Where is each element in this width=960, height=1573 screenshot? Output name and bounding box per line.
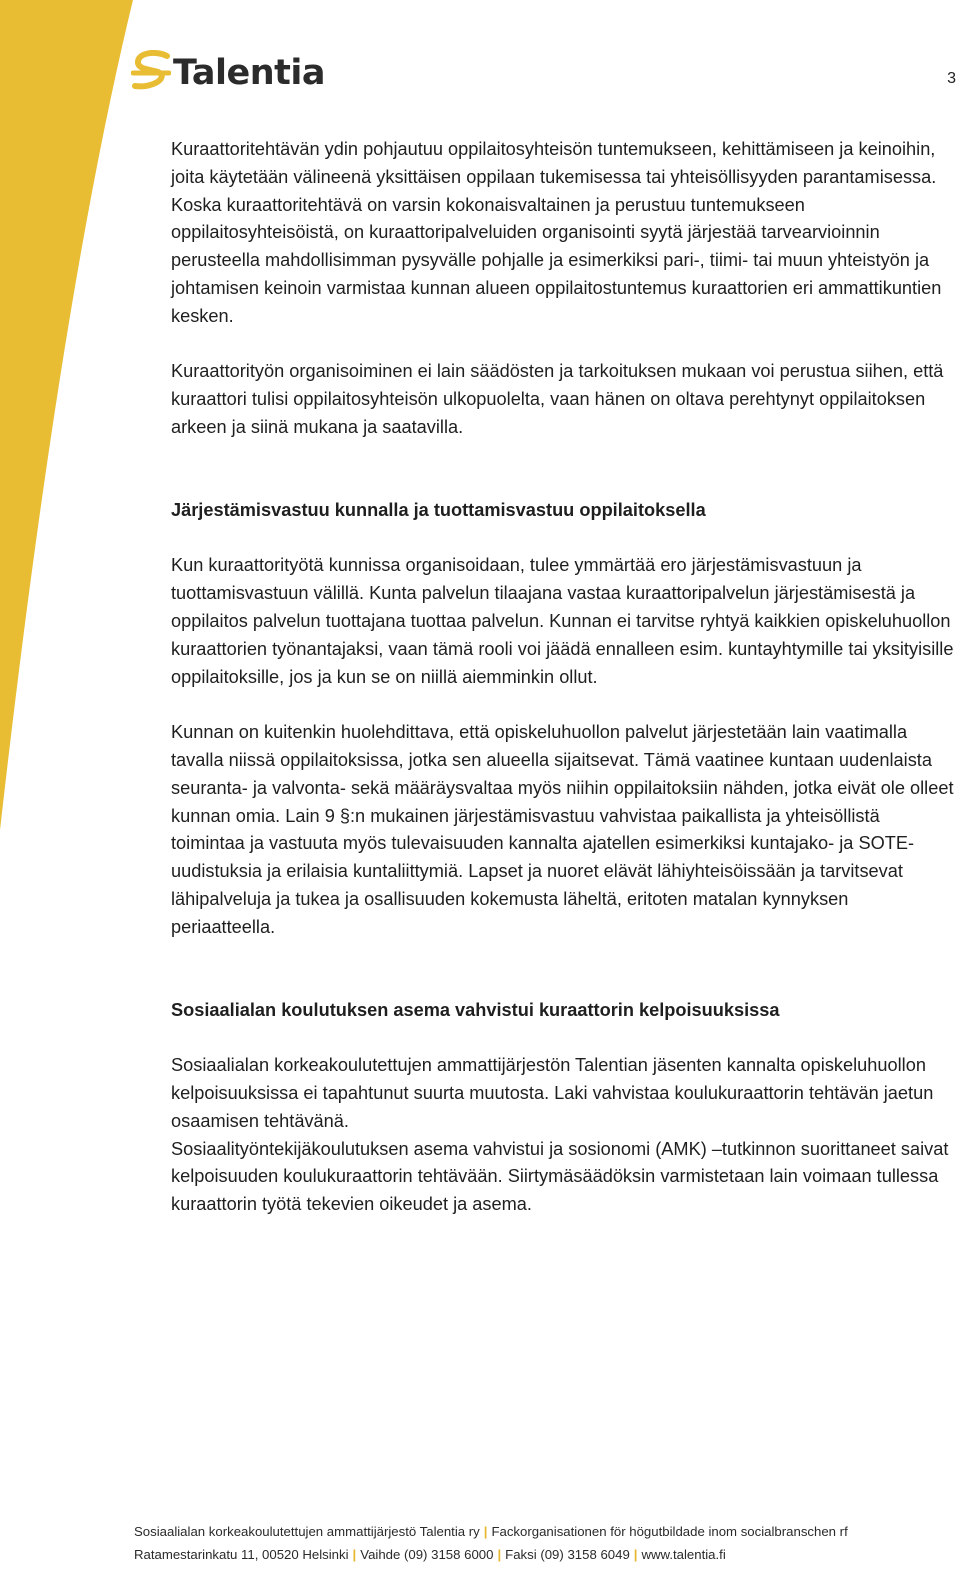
- heading-sosiaalialan-koulutus: Sosiaalialan koulutuksen asema vahvistui kuraattorin kelpoisuuksissa: [171, 999, 780, 1020]
- heading-jarjestamisvastuu: Järjestämisvastuu kunnalla ja tuottamisvastuu oppilaitoksella: [171, 499, 706, 520]
- footer-line-1: [134, 1520, 954, 1543]
- talentia-logo: [131, 48, 325, 98]
- paragraph-kuraattoritehtava: Kuraattoritehtävän ydin pohjautuu oppilaitosyhteisön tuntemukseen, kehittämiseen ja keinoihin, joita käytetään välineenä yksittäisen oppilaan tukemisessa tai yhteisöllisyyden parantamisessa. Koska kuraattoritehtävä on varsin kokonaisvaltainen ja perustuu tuntemukseen oppilaitosyhteisöistä, on kuraattoripalveluiden organisointi syytä järjestää tarvearvioinnin perusteella mahdollisimman pysyvälle pohjalle ja esimerkiksi pari-, tiimi- tai muun yhteistyön ja johtamisen keinoin varmistaa kunnan alueen oppilaitostuntemus kuraattorien eri ammattikuntien kesken.: [171, 139, 942, 326]
- page-footer: [134, 1520, 954, 1566]
- footer-line-2: [134, 1543, 954, 1566]
- footer-org-finnish: Sosiaalialan korkeakoulutettujen ammattijärjestö Talentia ry: [134, 1524, 480, 1539]
- talentia-s-logo-icon: [131, 50, 171, 96]
- page-number: 3: [947, 70, 956, 87]
- yellow-side-band: [0, 0, 140, 840]
- footer-separator: |: [352, 1547, 357, 1562]
- footer-website-link[interactable]: www.talentia.fi: [641, 1547, 726, 1562]
- document-body: [171, 136, 957, 1219]
- logo-wordmark: Talentia: [173, 53, 325, 93]
- paragraph-kunnan-huolehdittava: Kunnan on kuitenkin huolehdittava, että opiskeluhuollon palvelut järjestetään lain vaatimalla tavalla niissä oppilaitoksissa, jotka sen alueella sijaitsevat. Tämä vaatinee kuntaan uudenlaista seuranta- ja valvonta- sekä määräysvaltaa myös niihin oppilaitoksiin nähden, jotka eivät ole olleet kunnan omia. Lain 9 §:n mukainen järjestämisvastuu vahvistaa paikallista ja yhteisöllistä toimintaa ja vastuuta myös tulevaisuuden kannalta ajatellen esimerkiksi kuntajako- ja SOTE- uudistuksia ja erilaisia kuntaliittymiä. Lapset ja nuoret elävät lähiyhteisöissään ja tarvitsevat lähipalveluja ja tukea ja osallisuuden kokemusta läheltä, eritoten matalan kynnyksen periaatteella.: [171, 722, 954, 937]
- paragraph-kuraattorityo-kunnissa: Kun kuraattorityötä kunnissa organisoidaan, tulee ymmärtää ero järjestämisvastuun ja tuottamisvastuun välillä. Kunta palvelun tilaajana vastaa kuraattoripalvelun järjestämisestä ja oppilaitos palvelun tuottajana tuottaa palvelun. Kunnan ei tarvitse ryhtyä kaikkien opiskeluhuollon kuraattorien työnantajaksi, vaan tämä rooli voi jäädä ennalleen esim. kuntayhtymille tai yksityisille oppilaitoksille, jos ja kun se on niillä aiemminkin ollut.: [171, 555, 954, 687]
- paragraph-organisoiminen: Kuraattorityön organisoiminen ei lain säädösten ja tarkoituksen mukaan voi perustua siihen, että kuraattori tulisi oppilaitosyhteisön ulkopuolelta, vaan hänen on oltava perehtynyt oppilaitoksen arkeen ja siinä mukana ja saatavilla.: [171, 361, 944, 437]
- footer-separator: |: [633, 1547, 638, 1562]
- paragraph-sosiaalityontekija: Sosiaalityöntekijäkoulutuksen asema vahvistui ja sosionomi (AMK) –tutkinnon suorittaneet saivat kelpoisuuden koulukuraattorin tehtävään. Siirtymäsäädöksin varmistetaan lain voimaan tullessa kuraattorin työtä tekevien oikeudet ja asema.: [171, 1138, 949, 1215]
- footer-address: Ratamestarinkatu 11, 00520 Helsinki: [134, 1547, 349, 1562]
- footer-separator: |: [497, 1547, 502, 1562]
- footer-fax: Faksi (09) 3158 6049: [505, 1547, 630, 1562]
- paragraph-talentian-jasenet: Sosiaalialan korkeakoulutettujen ammattijärjestön Talentian jäsenten kannalta opiskeluhuollon kelpoisuuksissa ei tapahtunut suurta muutosta. Laki vahvistaa koulukuraattorin tehtävän jaetun osaamisen tehtävänä.: [171, 1055, 934, 1131]
- footer-separator: |: [483, 1524, 488, 1539]
- footer-org-swedish: Fackorganisationen för högutbildade inom socialbranschen rf: [491, 1524, 848, 1539]
- footer-phone: Vaihde (09) 3158 6000: [360, 1547, 494, 1562]
